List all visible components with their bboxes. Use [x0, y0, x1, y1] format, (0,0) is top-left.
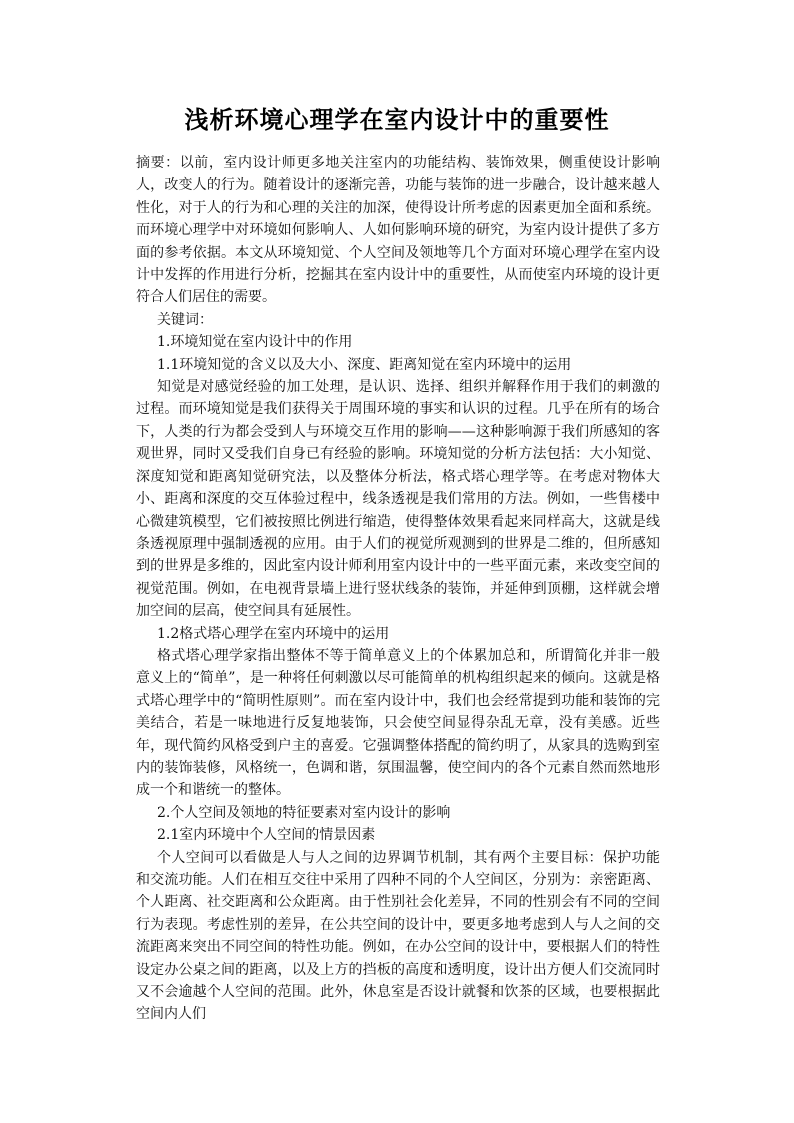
abstract-paragraph: 摘要：以前，室内设计师更多地关注室内的功能结构、装饰效果，侧重使设计影响人，改变人的行为。随着设计的逐渐完善，功能与装饰的进一步融合，设计越来越人性化，对于人的行为和心理的关注的加深，使得设计所考虑的因素更加全面和系统。而环境心理学中对环境如何影响人、人如何影响环境的研究，为室内设计提供了多方面的参考依据。本文从环境知觉、个人空间及领地等几个方面对环境心理学在室内设计中发挥的作用进行分析，挖掘其在室内设计中的重要性，从而使室内环境的设计更符合人们居住的需要。: [136, 155, 660, 306]
body-paragraph: 知觉是对感觉经验的加工处理，是认识、选择、组织并解释作用于我们的刺激的过程。而环境知觉是我们获得关于周围环境的事实和认识的过程。几乎在所有的场合下，人类的行为都会受到人与环境交互作用的影响——这种影响源于我们所感知的客观世界，同时又受我们自身已有经验的影响。环境知觉的分析方法包括：大小知觉、深度知觉和距离知觉研究法，以及整体分析法，格式塔心理学等。在考虑对物体大小、距离和深度的交互体验过程中，线条透视是我们常用的方法。例如，一些售楼中心微建筑模型，它们被按照比例进行缩造，使得整体效果看起来同样高大，这就是线条透视原理中强制透视的应用。由于人们的视觉所观测到的世界是二维的，但所感知到的世界是多维的，因此室内设计师利用室内设计中的一些平面元素，来改变空间的视觉范围。例如，在电视背景墙上进行竖状线条的装饰，并延伸到顶棚，这样就会增加空间的层高，使空间具有延展性。: [136, 379, 660, 620]
page-title: 浅析环境心理学在室内设计中的重要性: [184, 106, 610, 134]
body-paragraph: 个人空间可以看做是人与人之间的边界调节机制，其有两个主要目标：保护功能和交流功能。人们在相互交往中采用了四种不同的个人空间区，分别为：亲密距离、个人距离、社交距离和公众距离。由于性别社会化差异，不同的性别会有不同的空间行为表现。考虑性别的差异，在公共空间的设计中，要更多地考虑到人与人之间的交流距离来突出不同空间的特性功能。例如，在办公空间的设计中，要根据人们的特性设定办公桌之间的距离，以及上方的挡板的高度和透明度，设计出方便人们交流同时又不会逾越个人空间的范围。此外，休息室是否设计就餐和饮茶的区域，也要根据此空间内人们: [136, 849, 660, 1023]
keywords-label: 关键词：: [157, 311, 213, 328]
document-body: [136, 152, 660, 1026]
subsection-heading-1-1: 1.1环境知觉的含义以及大小、深度、距离知觉在室内环境中的运用: [157, 356, 572, 373]
section-heading-2: 2.个人空间及领地的特征要素对室内设计的影响: [157, 804, 451, 821]
section-heading-1: 1.环境知觉在室内设计中的作用: [157, 334, 353, 351]
subsection-heading-2-1: 2.1室内环境中个人空间的情景因素: [157, 827, 376, 844]
body-paragraph: 格式塔心理学家指出整体不等于简单意义上的个体累加总和，所谓简化并非一般意义上的“简单”，是一种将任何刺激以尽可能简单的机构组织起来的倾向。这就是格式塔心理学中的“简明性原则”。而在室内设计中，我们也会经常提到功能和装饰的完美结合，若是一味地进行反复地装饰，只会使空间显得杂乱无章，没有美感。近些年，现代简约风格受到户主的喜爱。它强调整体搭配的简约明了，从家具的选购到室内的装饰装修，风格统一，色调和谐，氛围温馨，使空间内的各个元素自然而然地形成一个和谐统一的整体。: [136, 647, 660, 799]
subsection-heading-1-2: 1.2格式塔心理学在室内环境中的运用: [157, 625, 390, 642]
